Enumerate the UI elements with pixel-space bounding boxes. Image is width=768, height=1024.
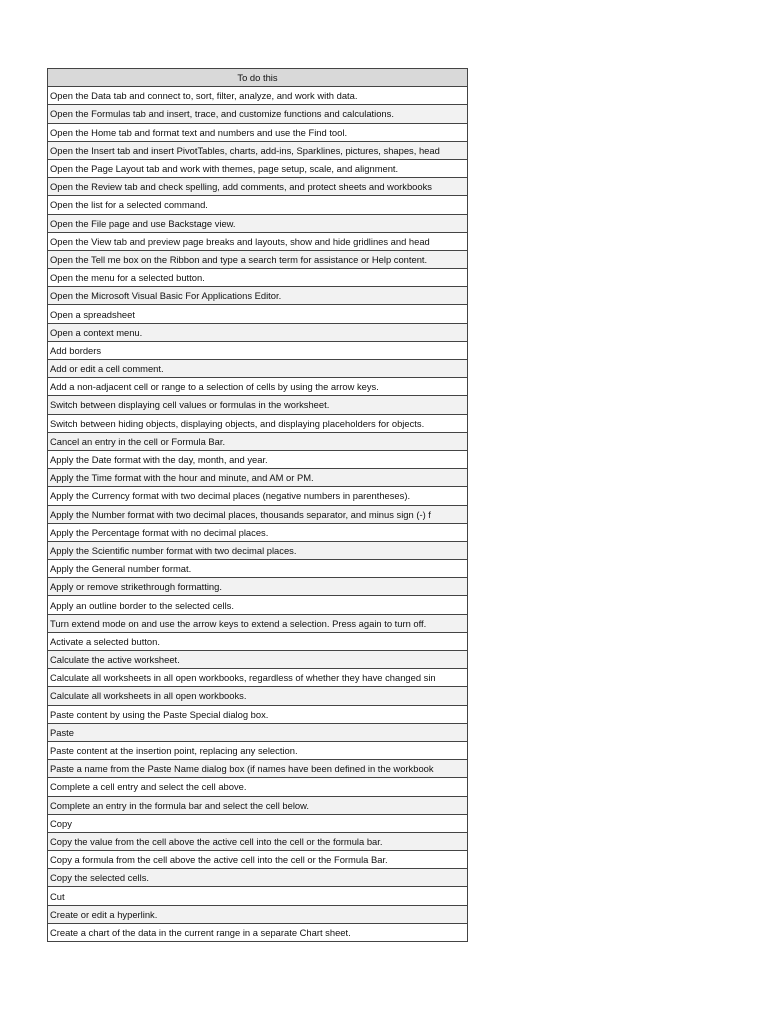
table-cell: Paste: [48, 723, 468, 741]
table-row: [48, 705, 468, 723]
table-cell: Create a chart of the data in the current range in a separate Chart sheet.: [48, 923, 468, 941]
table-row: [48, 796, 468, 814]
table-cell: Add a non-adjacent cell or range to a selection of cells by using the arrow keys.: [48, 378, 468, 396]
table-cell: Open a spreadsheet: [48, 305, 468, 323]
table-cell: Apply the Time format with the hour and minute, and AM or PM.: [48, 469, 468, 487]
table-row: [48, 469, 468, 487]
table-cell: Apply or remove strikethrough formatting.: [48, 578, 468, 596]
table-cell: Complete an entry in the formula bar and select the cell below.: [48, 796, 468, 814]
table-cell: Open the Insert tab and insert PivotTables, charts, add-ins, Sparklines, pictures, shapes, head: [48, 141, 468, 159]
table-cell: Open the Page Layout tab and work with themes, page setup, scale, and alignment.: [48, 159, 468, 177]
table-row: [48, 632, 468, 650]
table-cell: Copy the value from the cell above the active cell into the cell or the formula bar.: [48, 832, 468, 850]
table-row: [48, 178, 468, 196]
header-row: [48, 69, 468, 87]
table-cell: Switch between displaying cell values or formulas in the worksheet.: [48, 396, 468, 414]
table-row: [48, 141, 468, 159]
table-row: [48, 432, 468, 450]
table-row: [48, 778, 468, 796]
table-cell: Activate a selected button.: [48, 632, 468, 650]
table-row: [48, 760, 468, 778]
table-row: [48, 232, 468, 250]
table-cell: Create or edit a hyperlink.: [48, 905, 468, 923]
table-row: [48, 651, 468, 669]
table-row: [48, 614, 468, 632]
table-row: [48, 923, 468, 941]
table-row: [48, 741, 468, 759]
table-cell: Open the Microsoft Visual Basic For Applications Editor.: [48, 287, 468, 305]
table-row: [48, 669, 468, 687]
table-cell: Paste content by using the Paste Special dialog box.: [48, 705, 468, 723]
table-row: [48, 487, 468, 505]
table-row: [48, 523, 468, 541]
column-header-to-do-this: To do this: [48, 69, 468, 87]
table-row: [48, 341, 468, 359]
table-cell: Cut: [48, 887, 468, 905]
table-cell: Open the Home tab and format text and numbers and use the Find tool.: [48, 123, 468, 141]
table-cell: Turn extend mode on and use the arrow keys to extend a selection. Press again to turn off.: [48, 614, 468, 632]
table-row: [48, 814, 468, 832]
table-cell: Open the Review tab and check spelling, add comments, and protect sheets and workbooks: [48, 178, 468, 196]
table-cell: Apply the Number format with two decimal places, thousands separator, and minus sign (-) f: [48, 505, 468, 523]
table-cell: Switch between hiding objects, displaying objects, and displaying placeholders for objects.: [48, 414, 468, 432]
table-row: [48, 414, 468, 432]
table-row: [48, 250, 468, 268]
table-row: [48, 450, 468, 468]
table-cell: Complete a cell entry and select the cell above.: [48, 778, 468, 796]
shortcut-table: [47, 68, 468, 942]
table-row: [48, 832, 468, 850]
table-row: [48, 723, 468, 741]
table-cell: Apply the General number format.: [48, 560, 468, 578]
table-row: [48, 360, 468, 378]
table-row: [48, 214, 468, 232]
table-cell: Apply the Date format with the day, month, and year.: [48, 450, 468, 468]
table-cell: Open the menu for a selected button.: [48, 269, 468, 287]
table-row: [48, 869, 468, 887]
table-cell: Add or edit a cell comment.: [48, 360, 468, 378]
table-row: [48, 123, 468, 141]
table-row: [48, 196, 468, 214]
table-cell: Open the Tell me box on the Ribbon and type a search term for assistance or Help content.: [48, 250, 468, 268]
table-cell: Open a context menu.: [48, 323, 468, 341]
table-cell: Open the Data tab and connect to, sort, filter, analyze, and work with data.: [48, 87, 468, 105]
table-row: [48, 905, 468, 923]
table-cell: Cancel an entry in the cell or Formula Bar.: [48, 432, 468, 450]
table-row: [48, 87, 468, 105]
table-row: [48, 887, 468, 905]
table-row: [48, 596, 468, 614]
table-row: [48, 287, 468, 305]
table-row: [48, 687, 468, 705]
table-cell: Open the list for a selected command.: [48, 196, 468, 214]
table-cell: Copy the selected cells.: [48, 869, 468, 887]
table-cell: Calculate all worksheets in all open workbooks, regardless of whether they have changed sin: [48, 669, 468, 687]
table-cell: Calculate all worksheets in all open workbooks.: [48, 687, 468, 705]
table-cell: Copy a formula from the cell above the active cell into the cell or the Formula Bar.: [48, 851, 468, 869]
table-row: [48, 159, 468, 177]
table-cell: Apply an outline border to the selected cells.: [48, 596, 468, 614]
table-row: [48, 269, 468, 287]
table-row: [48, 505, 468, 523]
table-cell: Apply the Percentage format with no decimal places.: [48, 523, 468, 541]
table-row: [48, 323, 468, 341]
table-cell: Add borders: [48, 341, 468, 359]
table-cell: Apply the Currency format with two decimal places (negative numbers in parentheses).: [48, 487, 468, 505]
table-cell: Open the File page and use Backstage view.: [48, 214, 468, 232]
table-body: [48, 87, 468, 942]
table-cell: Paste a name from the Paste Name dialog box (if names have been defined in the workbook: [48, 760, 468, 778]
table-cell: Apply the Scientific number format with two decimal places.: [48, 541, 468, 559]
table-cell: Calculate the active worksheet.: [48, 651, 468, 669]
table-cell: Copy: [48, 814, 468, 832]
table-row: [48, 305, 468, 323]
table-row: [48, 396, 468, 414]
table-cell: Open the Formulas tab and insert, trace, and customize functions and calculations.: [48, 105, 468, 123]
table-row: [48, 105, 468, 123]
table-row: [48, 378, 468, 396]
table-row: [48, 578, 468, 596]
table-cell: Paste content at the insertion point, replacing any selection.: [48, 741, 468, 759]
table-row: [48, 560, 468, 578]
table-row: [48, 541, 468, 559]
table-row: [48, 851, 468, 869]
table-cell: Open the View tab and preview page breaks and layouts, show and hide gridlines and head: [48, 232, 468, 250]
